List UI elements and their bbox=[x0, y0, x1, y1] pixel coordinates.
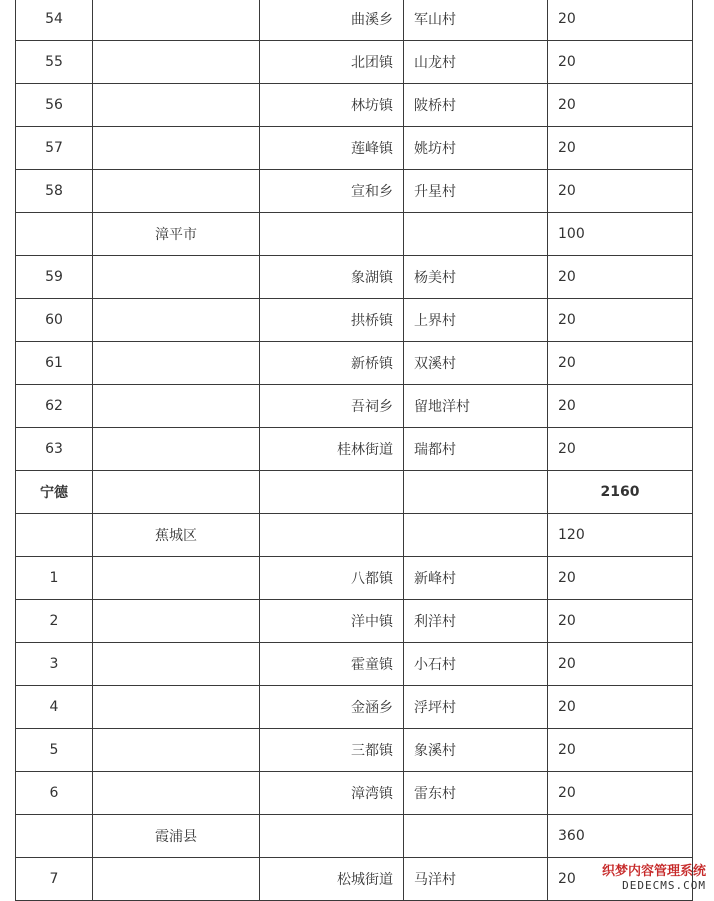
cell-county: 蕉城区 bbox=[93, 514, 260, 557]
table-row bbox=[16, 0, 693, 41]
cell-county bbox=[93, 256, 260, 299]
cell-county bbox=[93, 686, 260, 729]
table-row bbox=[16, 557, 693, 600]
cell-town bbox=[260, 514, 404, 557]
cell-county bbox=[93, 772, 260, 815]
cell-county bbox=[93, 170, 260, 213]
cell-amount: 20 bbox=[548, 385, 693, 428]
table-row bbox=[16, 686, 693, 729]
cell-county bbox=[93, 428, 260, 471]
cell-town: 三都镇 bbox=[260, 729, 404, 772]
cell-village bbox=[404, 514, 548, 557]
cell-town: 新桥镇 bbox=[260, 342, 404, 385]
cell-amount: 20 bbox=[548, 256, 693, 299]
cell-amount: 20 bbox=[548, 600, 693, 643]
county-row bbox=[16, 514, 693, 557]
cell-county bbox=[93, 643, 260, 686]
cell-county bbox=[93, 299, 260, 342]
cell-number: 1 bbox=[16, 557, 93, 600]
table-row bbox=[16, 428, 693, 471]
table-row bbox=[16, 600, 693, 643]
cell-village: 双溪村 bbox=[404, 342, 548, 385]
cell-amount: 2160 bbox=[548, 471, 693, 514]
cell-town: 宣和乡 bbox=[260, 170, 404, 213]
cell-county bbox=[93, 600, 260, 643]
cell-amount: 20 bbox=[548, 170, 693, 213]
watermark-logo bbox=[602, 865, 706, 893]
cell-number: 56 bbox=[16, 84, 93, 127]
cell-amount: 20 bbox=[548, 342, 693, 385]
cell-amount: 100 bbox=[548, 213, 693, 256]
cell-amount: 20 bbox=[548, 127, 693, 170]
table-row bbox=[16, 41, 693, 84]
cell-county bbox=[93, 41, 260, 84]
cell-village: 军山村 bbox=[404, 0, 548, 41]
cell-village: 山龙村 bbox=[404, 41, 548, 84]
cell-town bbox=[260, 213, 404, 256]
cell-town: 霍童镇 bbox=[260, 643, 404, 686]
table-body bbox=[16, 0, 693, 901]
table-row bbox=[16, 299, 693, 342]
cell-county bbox=[93, 127, 260, 170]
cell-county bbox=[93, 84, 260, 127]
cell-town: 漳湾镇 bbox=[260, 772, 404, 815]
county-row bbox=[16, 815, 693, 858]
cell-village: 象溪村 bbox=[404, 729, 548, 772]
cell-amount: 120 bbox=[548, 514, 693, 557]
cell-town bbox=[260, 471, 404, 514]
cell-amount: 20 bbox=[548, 686, 693, 729]
cell-amount: 20 bbox=[548, 557, 693, 600]
cell-amount: 20 bbox=[548, 428, 693, 471]
cell-amount: 20 bbox=[548, 299, 693, 342]
cell-town: 洋中镇 bbox=[260, 600, 404, 643]
allocation-table bbox=[15, 0, 693, 901]
cell-town bbox=[260, 815, 404, 858]
cell-county bbox=[93, 342, 260, 385]
table-row bbox=[16, 858, 693, 901]
cell-number: 57 bbox=[16, 127, 93, 170]
cell-village: 利洋村 bbox=[404, 600, 548, 643]
cell-amount: 20 bbox=[548, 0, 693, 41]
cell-number: 7 bbox=[16, 858, 93, 901]
cell-village: 陂桥村 bbox=[404, 84, 548, 127]
cell-number: 6 bbox=[16, 772, 93, 815]
cell-number: 59 bbox=[16, 256, 93, 299]
cell-number: 61 bbox=[16, 342, 93, 385]
table-row bbox=[16, 643, 693, 686]
cell-town: 松城街道 bbox=[260, 858, 404, 901]
cell-amount: 20 bbox=[548, 858, 693, 901]
cell-town: 曲溪乡 bbox=[260, 0, 404, 41]
cell-number: 60 bbox=[16, 299, 93, 342]
cell-village: 上界村 bbox=[404, 299, 548, 342]
cell-amount: 360 bbox=[548, 815, 693, 858]
cell-village: 小石村 bbox=[404, 643, 548, 686]
cell-number: 63 bbox=[16, 428, 93, 471]
watermark-cn: 织梦内容管理系统 bbox=[601, 864, 706, 879]
cell-amount: 20 bbox=[548, 84, 693, 127]
province-row bbox=[16, 471, 693, 514]
cell-number: 58 bbox=[16, 170, 93, 213]
cell-amount: 20 bbox=[548, 772, 693, 815]
cell-county: 漳平市 bbox=[93, 213, 260, 256]
cell-county bbox=[93, 471, 260, 514]
table-row bbox=[16, 729, 693, 772]
cell-number: 62 bbox=[16, 385, 93, 428]
cell-amount: 20 bbox=[548, 729, 693, 772]
cell-village: 姚坊村 bbox=[404, 127, 548, 170]
cell-town: 桂林街道 bbox=[260, 428, 404, 471]
table-row bbox=[16, 342, 693, 385]
cell-town: 林坊镇 bbox=[260, 84, 404, 127]
cell-number: 54 bbox=[16, 0, 93, 41]
cell-number: 2 bbox=[16, 600, 93, 643]
cell-number bbox=[16, 815, 93, 858]
county-row bbox=[16, 213, 693, 256]
cell-county: 霞浦县 bbox=[93, 815, 260, 858]
cell-number: 宁德 bbox=[16, 471, 93, 514]
table-row bbox=[16, 170, 693, 213]
cell-village: 杨美村 bbox=[404, 256, 548, 299]
cell-village: 新峰村 bbox=[404, 557, 548, 600]
cell-town: 金涵乡 bbox=[260, 686, 404, 729]
cell-village: 浮坪村 bbox=[404, 686, 548, 729]
table-row bbox=[16, 256, 693, 299]
cell-village: 留地洋村 bbox=[404, 385, 548, 428]
cell-town: 八都镇 bbox=[260, 557, 404, 600]
cell-county bbox=[93, 0, 260, 41]
cell-number: 55 bbox=[16, 41, 93, 84]
cell-village bbox=[404, 471, 548, 514]
cell-number: 3 bbox=[16, 643, 93, 686]
cell-amount: 20 bbox=[548, 41, 693, 84]
cell-village: 升星村 bbox=[404, 170, 548, 213]
cell-village: 马洋村 bbox=[404, 858, 548, 901]
cell-number bbox=[16, 213, 93, 256]
cell-county bbox=[93, 557, 260, 600]
cell-town: 吾祠乡 bbox=[260, 385, 404, 428]
cell-amount: 20 bbox=[548, 643, 693, 686]
cell-town: 象湖镇 bbox=[260, 256, 404, 299]
table-row bbox=[16, 127, 693, 170]
cell-number bbox=[16, 514, 93, 557]
cell-county bbox=[93, 858, 260, 901]
cell-town: 北团镇 bbox=[260, 41, 404, 84]
cell-number: 5 bbox=[16, 729, 93, 772]
watermark-en: DEDECMS.COM bbox=[622, 879, 706, 892]
cell-village: 雷东村 bbox=[404, 772, 548, 815]
cell-county bbox=[93, 729, 260, 772]
cell-village: 瑞都村 bbox=[404, 428, 548, 471]
cell-town: 莲峰镇 bbox=[260, 127, 404, 170]
table-row bbox=[16, 385, 693, 428]
cell-village bbox=[404, 213, 548, 256]
cell-town: 拱桥镇 bbox=[260, 299, 404, 342]
cell-county bbox=[93, 385, 260, 428]
table-row bbox=[16, 84, 693, 127]
cell-village bbox=[404, 815, 548, 858]
table-row bbox=[16, 772, 693, 815]
cell-number: 4 bbox=[16, 686, 93, 729]
